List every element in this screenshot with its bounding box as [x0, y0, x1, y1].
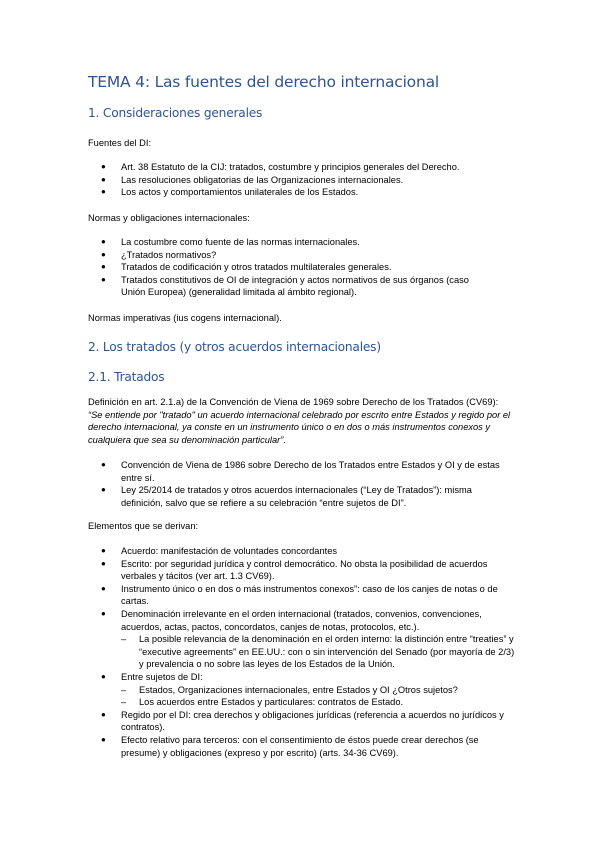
list-item: ● Entre sujetos de DI: – Estados, Organizaciones internacionales, entre Estados y OI ¿Otros sujetos? – Los acuerdos entre Estados y particulares: contratos de Estado. [88, 671, 520, 709]
page-title: TEMA 4: Las fuentes del derecho internacional [88, 73, 439, 91]
bullet-icon: ● [101, 262, 106, 272]
sub-list [121, 684, 520, 709]
list-item: ● Tratados constitutivos de OI de integración y actos normativos de sus órganos (caso Unión Europea) (generalidad limitada al ámbito regional). [101, 274, 469, 298]
list-item: ● Las resoluciones obligatorias de las Organizaciones internacionales. [101, 174, 404, 185]
subsection-heading: 2.1. Tratados [88, 370, 165, 384]
bullet-icon: ● [101, 174, 106, 184]
bullet-icon: ● [101, 162, 106, 171]
bullet-icon: ● [101, 274, 106, 284]
bullet-icon: ● [101, 734, 106, 744]
bullet-icon: ● [101, 546, 106, 555]
definition-paragraph [88, 396, 512, 446]
fuentes-list [88, 161, 520, 199]
section-heading-1: 1. Consideraciones generales [88, 106, 263, 120]
bullet-icon: ● [101, 460, 106, 469]
convenciones-list [88, 459, 520, 509]
list-item: ● Los actos y comportamientos unilaterales de los Estados. [101, 187, 359, 198]
list-item: ● Acuerdo: manifestación de voluntades concordantes [101, 546, 338, 556]
normas-list [88, 236, 520, 299]
list-item: ● Ley 25/2014 de tratados y otros acuerdos internacionales (“Ley de Tratados”): misma definición, salvo que se refiere a su celebración “entre sujetos de DI”. [101, 485, 472, 508]
bullet-icon: ● [101, 671, 106, 681]
list-item: ● Instrumento único o en dos o más instrumentos conexos”: caso de los canjes de notas o de cartas. [101, 583, 498, 607]
sub-list-item: – Estados, Organizaciones internacionales, entre Estados y OI ¿Otros sujetos? [121, 684, 458, 695]
elementos-label: Elementos que se derivan: [88, 521, 199, 531]
normas-label: Normas y obligaciones internacionales: [88, 213, 250, 223]
list-item: ● ¿Tratados normativos? [101, 249, 217, 260]
list-item: ● Escrito: por seguridad jurídica y control democrático. No obsta la posibilidad de acuerdos verbales y tácitos (ver art. 1.3 CV69). [101, 558, 488, 582]
definition-prefix: Definición en art. 2.1.a) de la Convención de Viena de 1969 sobre Derecho de los Tratados (CV69): [88, 397, 499, 407]
dash-icon: – [121, 634, 127, 645]
fuentes-label: Fuentes del DI: [88, 138, 152, 148]
bullet-icon: ● [101, 187, 106, 197]
list-item: ● Tratados de codificación y otros tratados multilaterales generales. [101, 262, 392, 273]
definition-quote: “Se entiende por "tratado" un acuerdo internacional celebrado por escrito entre Estados y regido por el derecho internacional, ya conste en un instrumento único o en dos o más instrumentos conexos y cualquiera que sea su denominación particular”. [88, 409, 511, 445]
sub-list-item: – La posible relevancia de la denominación en el orden interno: la distinción entre “treaties” y “executive agreements” en EE.UU.: con o sin intervención del Senado (por mayoría de 2/3) y prevalencia o no sobre las leyes de los Estados de la Unión. [121, 634, 515, 670]
elementos-list [88, 545, 520, 759]
dash-icon: – [121, 684, 127, 695]
list-item: ● Convención de Viena de 1986 sobre Derecho de los Tratados entre Estados y OI y de estas entre sí. [101, 460, 500, 483]
dash-icon: – [121, 697, 127, 708]
normas-imperativas: Normas imperativas (ius cogens internacional). [88, 313, 282, 323]
sub-list [121, 633, 520, 671]
list-item: ● Art. 38 Estatuto de la CIJ: tratados, costumbre y principios generales del Derecho. [101, 162, 460, 172]
bullet-icon: ● [101, 237, 106, 246]
list-item: ● Regido por el DI: crea derechos y obligaciones jurídicas (referencia a acuerdos no jurídicos y contratos). [101, 709, 504, 733]
bullet-icon: ● [101, 485, 106, 495]
bullet-icon: ● [101, 709, 106, 719]
list-item: ● Denominación irrelevante en el orden internacional (tratados, convenios, convenciones, acuerdos, actas, pactos, concordatos, canjes de notas, protocolos, etc.). – La posible relevancia de la denominación en el orden interno: la distinción entre “treaties” y “executive agreements” en EE.UU.: con o sin intervención del Senado (por mayoría de 2/3) y prevalencia o no sobre las leyes de los Estados de la Unión. [88, 608, 520, 671]
bullet-icon: ● [101, 608, 106, 618]
sub-list-item: – Los acuerdos entre Estados y particulares: contratos de Estado. [121, 697, 404, 708]
bullet-icon: ● [101, 583, 106, 593]
bullet-icon: ● [101, 558, 106, 568]
list-item: ● La costumbre como fuente de las normas internacionales. [101, 237, 360, 247]
list-item: ● Efecto relativo para terceros: con el consentimiento de éstos puede crear derechos (se presume) y obligaciones (expreso y por escrito) (arts. 34-36 CV69). [101, 734, 479, 758]
section-heading-2: 2. Los tratados (y otros acuerdos internacionales) [88, 340, 381, 354]
bullet-icon: ● [101, 249, 106, 259]
